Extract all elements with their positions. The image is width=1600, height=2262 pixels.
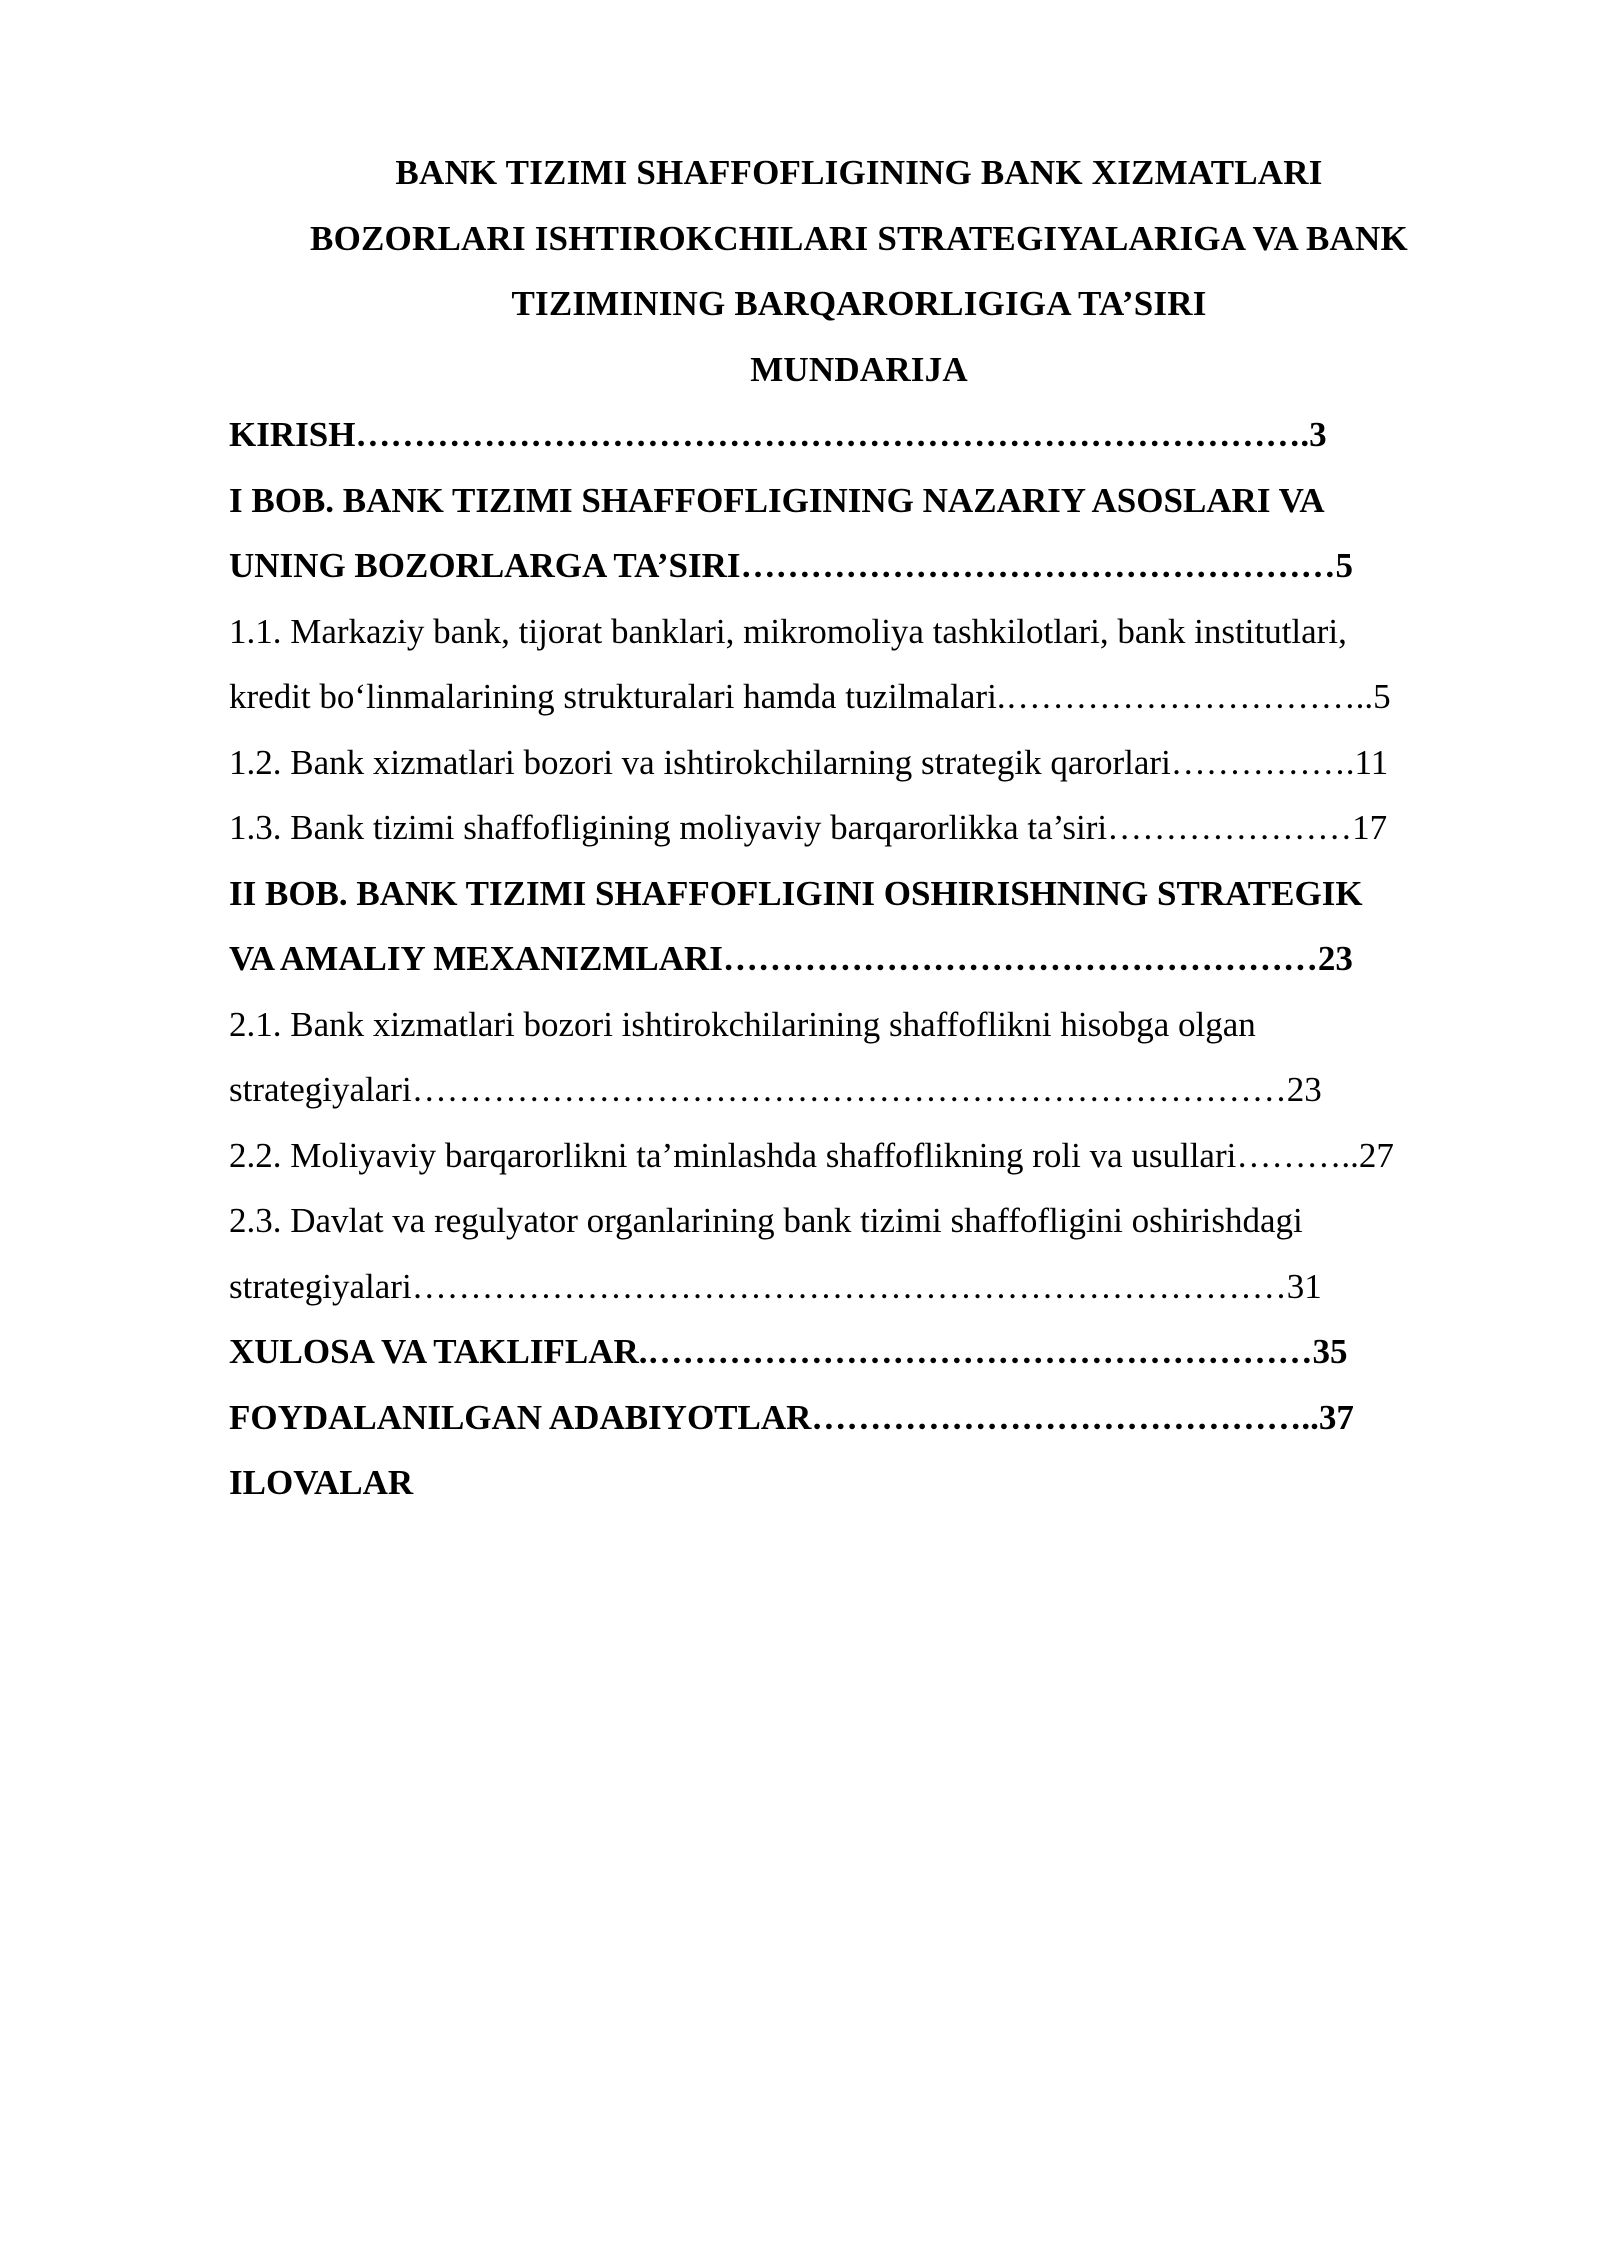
toc-entry-chapter-2-line-2: VA AMALIY MEXANIZMLARI……………………………………………23	[229, 939, 1353, 978]
toc-entry-section-2-1-line-1: 2.1. Bank xizmatlari bozori ishtirokchilarining shaffoflikni hisobga olgan	[229, 1004, 1256, 1044]
toc-entry-section-1-1-line-2: kredit bo‘linmalarining strukturalari hamda tuzilmalari.…………………………..5	[229, 677, 1391, 716]
toc-entry-section-2-1-line-2: strategiyalari…………………………………………………………………23	[229, 1070, 1322, 1109]
toc-entry-chapter-1-line-1: I BOB. BANK TIZIMI SHAFFOFLIGINING NAZARIY ASOSLARI VA	[229, 480, 1325, 520]
toc-entry-adabiyotlar: FOYDALANILGAN ADABIYOTLAR……………………………………..37	[229, 1397, 1354, 1437]
toc-heading: MUNDARIJA	[750, 349, 968, 389]
toc-entry-ilovalar: ILOVALAR	[229, 1463, 414, 1502]
toc-entry-kirish: KIRISH……………………………………………………………………….3	[229, 415, 1327, 454]
toc-entry-section-2-2: 2.2. Moliyaviy barqarorlikni ta’minlashda shaffoflikning roli va usullari………..27	[229, 1135, 1394, 1175]
document-title-line-1: BANK TIZIMI SHAFFOFLIGINING BANK XIZMATLARI	[395, 153, 1323, 192]
toc-entry-chapter-2-line-1: II BOB. BANK TIZIMI SHAFFOFLIGINI OSHIRISHNING STRATEGIK	[229, 873, 1363, 913]
document-content	[229, 140, 1489, 1516]
toc-entry-section-1-3: 1.3. Bank tizimi shaffofligining moliyaviy barqarorlikka ta’siri…………………17	[229, 808, 1388, 847]
toc-entry-chapter-1-line-2: UNING BOZORLARGA TA’SIRI……………………………………………5	[229, 546, 1353, 585]
toc-entry-section-1-1-line-1: 1.1. Markaziy bank, tijorat banklari, mikromoliya tashkilotlari, bank institutlari,	[229, 611, 1347, 651]
document-title-line-2: BOZORLARI ISHTIROKCHILARI STRATEGIYALARIGA VA BANK	[310, 218, 1408, 258]
toc-entry-section-2-3-line-1: 2.3. Davlat va regulyator organlarining bank tizimi shaffofligini oshirishdagi	[229, 1201, 1303, 1240]
toc-entry-section-1-2: 1.2. Bank xizmatlari bozori va ishtirokchilarning strategik qarorlari…………….11	[229, 742, 1389, 782]
toc-entry-xulosa: XULOSA VA TAKLIFLAR.…………………………………………………35	[229, 1332, 1348, 1371]
toc-entry-section-2-3-line-2: strategiyalari…………………………………………………………………31	[229, 1266, 1322, 1306]
document-title-line-3: TIZIMINING BARQARORLIGIGA TA’SIRI	[511, 284, 1207, 323]
